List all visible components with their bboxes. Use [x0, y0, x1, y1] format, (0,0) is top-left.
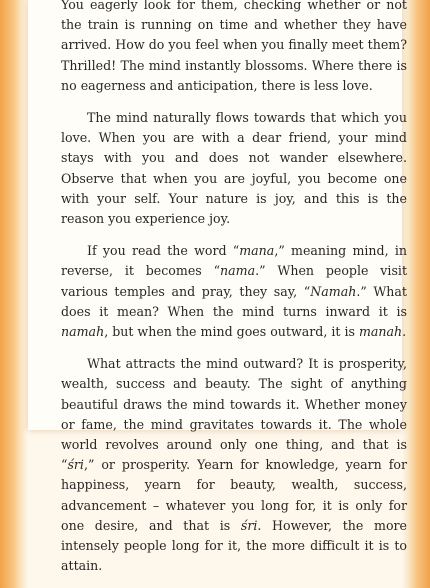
text-run: , but when the mind goes outward, it is	[104, 324, 359, 340]
page-text	[61, 0, 407, 588]
italic-text: nama	[220, 263, 256, 279]
text-run: ,” or prosperity. Yearn for knowledge, yearn for happiness, yearn for beauty, wealth, success, advancement – whatever you long for, it is only for one desire, and that is	[61, 457, 407, 533]
paragraph	[61, 241, 407, 342]
italic-text: śri	[240, 517, 258, 533]
italic-text: namah	[61, 324, 105, 340]
paragraph	[61, 108, 407, 229]
text-run: The mind naturally flows towards that which you love. When you are with a dear friend, your mind stays with you and does not wander elsewhere. Observe that when you are joyful, you become one with your self. Your nature is joy, and this is the reason you experience joy.	[61, 110, 407, 227]
italic-text: śri	[67, 457, 84, 473]
book-page	[28, 0, 408, 574]
text-run: ,” meaning mind, in reverse, it becomes “	[61, 243, 407, 279]
text-run: If you read the word “	[87, 243, 240, 259]
italic-text: Namah	[310, 283, 357, 299]
italic-text: mana	[239, 243, 275, 259]
paragraph	[61, 354, 407, 576]
text-run: You eagerly look for them, checking whether or not the train is running on time and whether they have arrived. How do you feel when you finally meet them? Thrilled! The mind instantly blossoms. Where there is no eagerness and anticipation, there is less love.	[61, 0, 407, 93]
text-run: .” When people visit various temples and pray, they say, “	[61, 263, 408, 299]
paragraph	[61, 0, 407, 96]
italic-text: manah	[358, 324, 403, 340]
text-run: .” What does it mean? When the mind turns inward it is	[61, 283, 407, 319]
text-run: What attracts the mind outward? It is prosperity, wealth, success and beauty. The sight of anything beautiful draws the mind towards it. Whether money or fame, the mind gravitates towards it. The whole world revolves around only one thing, and that is “	[61, 356, 407, 473]
text-run: . However, the more intensely people long for it, the more difficult it is to attain.	[61, 517, 407, 574]
text-run: .	[402, 324, 407, 340]
